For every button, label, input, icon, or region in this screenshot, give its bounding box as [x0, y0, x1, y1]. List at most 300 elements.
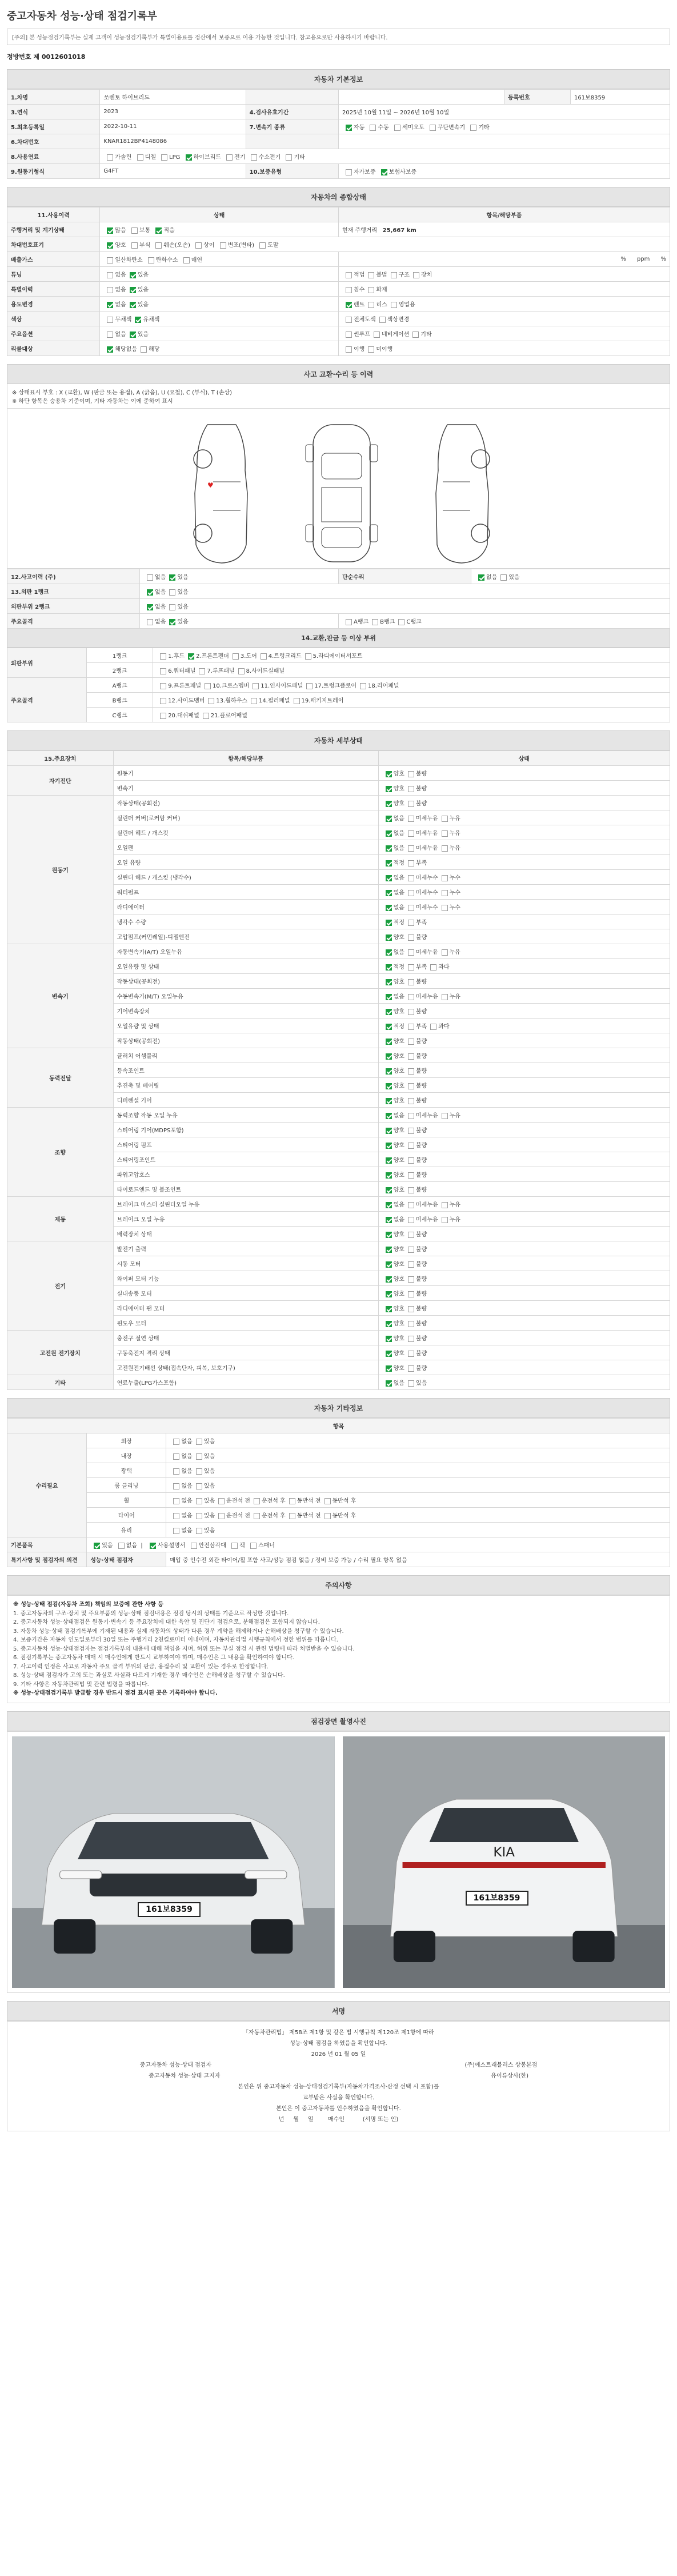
- checkbox[interactable]: [408, 1351, 414, 1357]
- checkbox[interactable]: [386, 1380, 392, 1387]
- checkbox[interactable]: [412, 332, 419, 338]
- checkbox[interactable]: [173, 1439, 179, 1445]
- checkbox[interactable]: [386, 1306, 392, 1312]
- checkbox[interactable]: [286, 154, 292, 161]
- checkbox[interactable]: [226, 154, 233, 161]
- checkbox[interactable]: [442, 1217, 448, 1223]
- checkbox[interactable]: [196, 1528, 202, 1534]
- checkbox[interactable]: [386, 905, 392, 911]
- mileage-value-label: 현재 주행거리: [342, 227, 378, 234]
- checkbox[interactable]: [386, 1053, 392, 1060]
- checkbox[interactable]: [408, 1261, 414, 1268]
- checkbox[interactable]: [408, 1009, 414, 1015]
- checkbox[interactable]: [346, 169, 352, 175]
- checkbox[interactable]: [386, 860, 392, 866]
- checkbox[interactable]: [386, 1261, 392, 1268]
- plate-front: 161보8359: [138, 1902, 201, 1917]
- option-label: 6.쿼터패널: [168, 668, 196, 674]
- unit: %: [660, 256, 666, 262]
- checkbox[interactable]: [386, 1143, 392, 1149]
- checkbox[interactable]: [386, 875, 392, 881]
- checkbox[interactable]: [155, 227, 162, 234]
- checkbox[interactable]: [107, 242, 113, 249]
- checkbox[interactable]: [160, 698, 166, 704]
- checkbox[interactable]: [130, 287, 136, 293]
- accident-legend: [7, 384, 670, 409]
- field-year: 년: [278, 2116, 285, 2123]
- period-value: 2025년 10월 11일 ~ 2026년 10월 10일: [338, 105, 670, 119]
- sign-confirm: 본인은 위 중고자동차 성능·상태점검기록부(자동차가격조사·산정 선택 시 포함)를: [238, 2083, 439, 2090]
- fuel-options: [100, 149, 670, 164]
- checkbox[interactable]: [408, 771, 414, 777]
- checkbox[interactable]: [391, 272, 397, 278]
- checkbox[interactable]: [408, 816, 414, 822]
- checkbox[interactable]: [408, 1068, 414, 1075]
- option-label: 양호: [393, 1247, 404, 1253]
- checkbox[interactable]: [173, 1468, 179, 1475]
- checkbox[interactable]: [131, 227, 138, 234]
- checkbox[interactable]: [137, 154, 143, 161]
- checkbox[interactable]: [346, 619, 352, 625]
- checkbox[interactable]: [386, 1232, 392, 1238]
- buyer-sign-hint[interactable]: (서명 또는 인): [362, 2116, 399, 2123]
- option-label: 불량: [415, 1172, 427, 1179]
- option-label: 부족: [415, 920, 427, 926]
- detail-state: [378, 870, 670, 885]
- option-label: 없음: [181, 1439, 193, 1445]
- checkbox[interactable]: [386, 1247, 392, 1253]
- checkbox[interactable]: [147, 574, 153, 581]
- option-label: 1.후드: [168, 653, 185, 660]
- checkbox[interactable]: [196, 1513, 202, 1519]
- checkbox[interactable]: [250, 1543, 257, 1549]
- checkbox[interactable]: [386, 1039, 392, 1045]
- checkbox[interactable]: [398, 619, 404, 625]
- option-label: C랭크: [406, 619, 422, 625]
- checkbox[interactable]: [196, 1453, 202, 1460]
- checkbox[interactable]: [408, 801, 414, 807]
- checkbox[interactable]: [386, 1009, 392, 1015]
- option-label: 누수: [449, 890, 460, 896]
- checkbox[interactable]: [183, 257, 190, 263]
- checkbox[interactable]: [408, 1365, 414, 1372]
- detail-name: 작동상태(공회전): [113, 974, 378, 989]
- option-label: 잭: [239, 1543, 245, 1549]
- checkbox[interactable]: [173, 1483, 179, 1489]
- detail-state: [378, 1019, 670, 1033]
- detail-name: 추진축 및 베어링: [113, 1078, 378, 1093]
- checkbox[interactable]: [196, 1498, 202, 1504]
- option-label: 미세누유: [415, 830, 438, 837]
- transmission-options: [338, 119, 670, 134]
- checkbox[interactable]: [386, 1172, 392, 1179]
- checkbox[interactable]: [360, 683, 366, 689]
- checkbox[interactable]: [442, 890, 448, 896]
- checkbox[interactable]: [294, 698, 300, 704]
- checkbox[interactable]: [386, 934, 392, 941]
- checkbox[interactable]: [107, 346, 113, 353]
- option-label: 20.대쉬패널: [168, 713, 199, 719]
- detail-row: [7, 1241, 670, 1256]
- accident-state: [140, 584, 670, 599]
- checkbox[interactable]: [107, 257, 113, 263]
- checkbox[interactable]: [478, 574, 484, 581]
- checkbox[interactable]: [254, 1498, 260, 1504]
- basic-info-table: [7, 89, 670, 179]
- other-row: [7, 1478, 670, 1493]
- option-label: 사용설명서: [158, 1543, 186, 1549]
- checkbox[interactable]: [442, 830, 448, 837]
- checkbox[interactable]: [386, 890, 392, 896]
- checkbox[interactable]: [305, 653, 311, 660]
- checkbox[interactable]: [408, 1380, 414, 1387]
- checkbox[interactable]: [408, 1172, 414, 1179]
- checkbox[interactable]: [208, 698, 214, 704]
- checkbox[interactable]: [372, 619, 378, 625]
- checkbox[interactable]: [107, 302, 113, 308]
- frame-row: [7, 708, 670, 722]
- checkbox[interactable]: [169, 604, 175, 610]
- checkbox[interactable]: [442, 845, 448, 852]
- checkbox[interactable]: [107, 317, 113, 323]
- checkbox[interactable]: [325, 1513, 331, 1519]
- unit: %: [620, 256, 626, 262]
- checkbox[interactable]: [386, 1202, 392, 1208]
- option-label: 7.루프패널: [207, 668, 235, 674]
- checkbox[interactable]: [386, 1291, 392, 1297]
- rear-car-photo[interactable]: [343, 1736, 666, 1988]
- checkbox[interactable]: [408, 1053, 414, 1060]
- checkbox[interactable]: [254, 1513, 260, 1519]
- checkbox[interactable]: [408, 1217, 414, 1223]
- checkbox[interactable]: [346, 332, 352, 338]
- option-label: 없음: [393, 1202, 404, 1208]
- checker-name: (주)에스트래블러스 상봉본점: [464, 2062, 538, 2068]
- checkbox[interactable]: [107, 332, 113, 338]
- checkbox[interactable]: [253, 683, 259, 689]
- checkbox[interactable]: [196, 1468, 202, 1475]
- checkbox[interactable]: [155, 242, 162, 249]
- frame-rank: 2랭크: [87, 663, 153, 678]
- checkbox[interactable]: [386, 1217, 392, 1223]
- checkbox[interactable]: [135, 317, 141, 323]
- checkbox[interactable]: [147, 619, 153, 625]
- checkbox[interactable]: [218, 1498, 225, 1504]
- checkbox[interactable]: [386, 801, 392, 807]
- checkbox[interactable]: [160, 653, 166, 660]
- checkbox[interactable]: [408, 1113, 414, 1119]
- checkbox[interactable]: [173, 1528, 179, 1534]
- checkbox[interactable]: [251, 154, 257, 161]
- checkbox[interactable]: [408, 994, 414, 1000]
- checkbox[interactable]: [386, 949, 392, 956]
- detail-name: 워터펌프: [113, 885, 378, 900]
- checkbox[interactable]: [386, 964, 392, 971]
- checkbox[interactable]: [394, 125, 400, 131]
- checkbox[interactable]: [408, 830, 414, 837]
- checkbox[interactable]: [346, 287, 352, 293]
- checkbox[interactable]: [430, 125, 436, 131]
- checkbox[interactable]: [196, 1483, 202, 1489]
- checkbox[interactable]: [346, 302, 352, 308]
- accident-extra: [339, 614, 670, 629]
- checkbox[interactable]: [408, 979, 414, 985]
- checkbox[interactable]: [408, 1187, 414, 1193]
- option-label: 부족: [415, 1024, 427, 1030]
- checkbox[interactable]: [199, 668, 205, 674]
- repair-state: [471, 569, 670, 584]
- detail-state: [378, 1227, 670, 1241]
- checkbox[interactable]: [408, 920, 414, 926]
- checkbox[interactable]: [386, 1113, 392, 1119]
- checkbox[interactable]: [141, 346, 147, 353]
- checkbox[interactable]: [408, 1321, 414, 1327]
- checkbox[interactable]: [346, 272, 352, 278]
- checkbox[interactable]: [381, 169, 387, 175]
- checkbox[interactable]: [408, 1157, 414, 1164]
- checkbox[interactable]: [289, 1498, 295, 1504]
- document-number-value: 0012601018: [41, 53, 86, 61]
- option-label: 상이: [203, 242, 215, 249]
- sign-notifier-row: [13, 2071, 664, 2082]
- checkbox[interactable]: [169, 619, 175, 625]
- row-state: [100, 311, 339, 326]
- detail-name: 실린더 헤드 / 개스킷: [113, 825, 378, 840]
- checkbox[interactable]: [218, 1513, 225, 1519]
- front-car-photo[interactable]: [12, 1736, 335, 1988]
- checkbox[interactable]: [191, 1543, 197, 1549]
- checkbox[interactable]: [173, 1513, 179, 1519]
- option-label: 양호: [393, 1261, 404, 1268]
- checkbox[interactable]: [107, 154, 113, 161]
- checkbox[interactable]: [130, 332, 136, 338]
- checkbox[interactable]: [94, 1543, 100, 1549]
- checkbox[interactable]: [470, 125, 476, 131]
- option-label: 양호: [393, 1365, 404, 1372]
- checkbox[interactable]: [442, 875, 448, 881]
- checkbox[interactable]: [148, 257, 154, 263]
- checkbox[interactable]: [386, 816, 392, 822]
- detail-name: 와이퍼 모터 기능: [113, 1271, 378, 1286]
- checkbox[interactable]: [408, 1232, 414, 1238]
- checkbox[interactable]: [346, 346, 352, 353]
- detail-state: [378, 1123, 670, 1137]
- checkbox[interactable]: [386, 1068, 392, 1075]
- checkbox[interactable]: [203, 713, 209, 719]
- checkbox[interactable]: [379, 317, 386, 323]
- checkbox[interactable]: [408, 949, 414, 956]
- checkbox[interactable]: [386, 1157, 392, 1164]
- detail-name: 변속기: [113, 781, 378, 796]
- checkbox[interactable]: [173, 1498, 179, 1504]
- checkbox[interactable]: [306, 683, 313, 689]
- option-label: 있음: [137, 302, 149, 308]
- checkbox[interactable]: [118, 1543, 125, 1549]
- checkbox[interactable]: [386, 1321, 392, 1327]
- checkbox[interactable]: [161, 154, 167, 161]
- checkbox[interactable]: [386, 920, 392, 926]
- checkbox[interactable]: [196, 1439, 202, 1445]
- detail-name: 원동기: [113, 766, 378, 781]
- option-label: 동반석 전: [297, 1513, 321, 1519]
- checkbox[interactable]: [408, 1276, 414, 1283]
- checkbox[interactable]: [259, 242, 266, 249]
- checkbox[interactable]: [500, 574, 507, 581]
- checkbox[interactable]: [386, 771, 392, 777]
- option-label: 있음: [415, 1380, 427, 1387]
- checkbox[interactable]: [169, 574, 175, 581]
- row-label: 특별이력: [7, 282, 100, 297]
- checkbox[interactable]: [408, 1336, 414, 1342]
- checkbox[interactable]: [386, 1098, 392, 1104]
- checkbox[interactable]: [442, 905, 448, 911]
- legend-line: ※ 상태표시 부호 : X (교환), W (판금 또는 용접), A (긁음), U (요철), C (부식), T (손상): [12, 390, 233, 396]
- option-label: 불량: [415, 1053, 427, 1060]
- option-label: 21.플로어패널: [210, 713, 247, 719]
- checkbox[interactable]: [408, 1143, 414, 1149]
- checkbox[interactable]: [160, 668, 166, 674]
- row-extra: [338, 311, 670, 326]
- checkbox[interactable]: [289, 1513, 295, 1519]
- checkbox[interactable]: [160, 713, 166, 719]
- emission-units: [338, 252, 670, 267]
- checkbox[interactable]: [442, 949, 448, 956]
- repair-label: 단순수리: [339, 569, 471, 584]
- signature-block: [7, 2021, 670, 2131]
- checkbox[interactable]: [386, 979, 392, 985]
- detail-state: [378, 1063, 670, 1078]
- checkbox[interactable]: [408, 1098, 414, 1104]
- checkbox[interactable]: [346, 125, 352, 131]
- checkbox[interactable]: [107, 272, 113, 278]
- checkbox[interactable]: [442, 816, 448, 822]
- checkbox[interactable]: [186, 154, 192, 161]
- header-note: 항목/해당부품: [338, 207, 670, 222]
- checkbox[interactable]: [238, 668, 245, 674]
- checkbox[interactable]: [408, 934, 414, 941]
- option-label: 없음: [486, 574, 498, 581]
- checkbox[interactable]: [386, 994, 392, 1000]
- detail-group: 고전원 전기장치: [7, 1331, 114, 1375]
- checkbox[interactable]: [408, 875, 414, 881]
- checkbox[interactable]: [408, 1039, 414, 1045]
- blank: [338, 134, 670, 149]
- checkbox[interactable]: [150, 1543, 156, 1549]
- checkbox[interactable]: [408, 964, 414, 971]
- checkbox[interactable]: [408, 845, 414, 852]
- option-label: 17.트렁크플로어: [314, 683, 356, 689]
- checkbox[interactable]: [408, 1128, 414, 1134]
- checkbox[interactable]: [386, 1336, 392, 1342]
- row-state: [100, 326, 339, 341]
- option-label: 없음: [181, 1498, 193, 1504]
- checkbox[interactable]: [391, 302, 397, 308]
- detail-row: [7, 766, 670, 781]
- checkbox[interactable]: [386, 1187, 392, 1193]
- checkbox[interactable]: [220, 242, 226, 249]
- checkbox[interactable]: [368, 346, 374, 353]
- checkbox[interactable]: [346, 317, 352, 323]
- checkbox[interactable]: [107, 287, 113, 293]
- checkbox[interactable]: [386, 1128, 392, 1134]
- checkbox[interactable]: [430, 964, 436, 971]
- checkbox[interactable]: [368, 302, 374, 308]
- checkbox[interactable]: [205, 683, 211, 689]
- checkbox[interactable]: [374, 332, 380, 338]
- other-state: [166, 1463, 670, 1478]
- checkbox[interactable]: [408, 890, 414, 896]
- section-sign-title: 서명: [7, 2001, 670, 2021]
- checkbox[interactable]: [130, 302, 136, 308]
- option-label: 누유: [449, 830, 460, 837]
- checkbox[interactable]: [147, 604, 153, 610]
- checkbox[interactable]: [408, 1083, 414, 1089]
- checkbox[interactable]: [173, 1453, 179, 1460]
- checkbox[interactable]: [368, 287, 374, 293]
- frame-items: [153, 678, 670, 693]
- checkbox[interactable]: [261, 653, 267, 660]
- checkbox[interactable]: [231, 1543, 238, 1549]
- checkbox[interactable]: [408, 1202, 414, 1208]
- detail-name: 등속조인트: [113, 1063, 378, 1078]
- checkbox[interactable]: [233, 653, 239, 660]
- checkbox[interactable]: [408, 905, 414, 911]
- checkbox[interactable]: [188, 653, 194, 660]
- checkbox[interactable]: [370, 125, 376, 131]
- checkbox[interactable]: [195, 242, 202, 249]
- checkbox[interactable]: [147, 589, 153, 596]
- checkbox[interactable]: [442, 1113, 448, 1119]
- note-item: 6. 점검기록부는 중고자동차 매매 시 매수인에게 반드시 교부하여야 하며, 매수인은 그 내용을 확인하여야 합니다.: [13, 1655, 294, 1661]
- checkbox[interactable]: [413, 272, 419, 278]
- checkbox[interactable]: [386, 1083, 392, 1089]
- checkbox[interactable]: [107, 227, 113, 234]
- checkbox[interactable]: [408, 1306, 414, 1312]
- checkbox[interactable]: [386, 830, 392, 837]
- option-label: 가솔린: [115, 154, 132, 161]
- checkbox[interactable]: [430, 1024, 436, 1030]
- option-label: 누유: [449, 816, 460, 822]
- option-label: 누유: [449, 845, 460, 852]
- checkbox[interactable]: [368, 272, 374, 278]
- checkbox[interactable]: [408, 1024, 414, 1030]
- checkbox[interactable]: [408, 860, 414, 866]
- option-label: 4.트렁크리드: [268, 653, 302, 660]
- checkbox[interactable]: [386, 1365, 392, 1372]
- option-label: 기타: [294, 154, 305, 161]
- checkbox[interactable]: [130, 272, 136, 278]
- checkbox[interactable]: [408, 786, 414, 792]
- checkbox[interactable]: [408, 1247, 414, 1253]
- checkbox[interactable]: [251, 698, 257, 704]
- option-label: 네비게이션: [381, 332, 410, 338]
- checkbox[interactable]: [442, 1202, 448, 1208]
- checkbox[interactable]: [169, 589, 175, 596]
- checkbox[interactable]: [386, 1276, 392, 1283]
- option-label: 양호: [393, 1276, 404, 1283]
- checkbox[interactable]: [386, 786, 392, 792]
- checkbox[interactable]: [160, 683, 166, 689]
- frame-group: 주요골격: [7, 678, 87, 722]
- checkbox[interactable]: [442, 994, 448, 1000]
- checkbox[interactable]: [386, 1351, 392, 1357]
- checkbox[interactable]: [325, 1498, 331, 1504]
- checkbox[interactable]: [131, 242, 138, 249]
- checkbox[interactable]: [386, 845, 392, 852]
- checkbox[interactable]: [408, 1291, 414, 1297]
- checkbox[interactable]: [386, 1024, 392, 1030]
- option-label: 없음: [155, 604, 166, 610]
